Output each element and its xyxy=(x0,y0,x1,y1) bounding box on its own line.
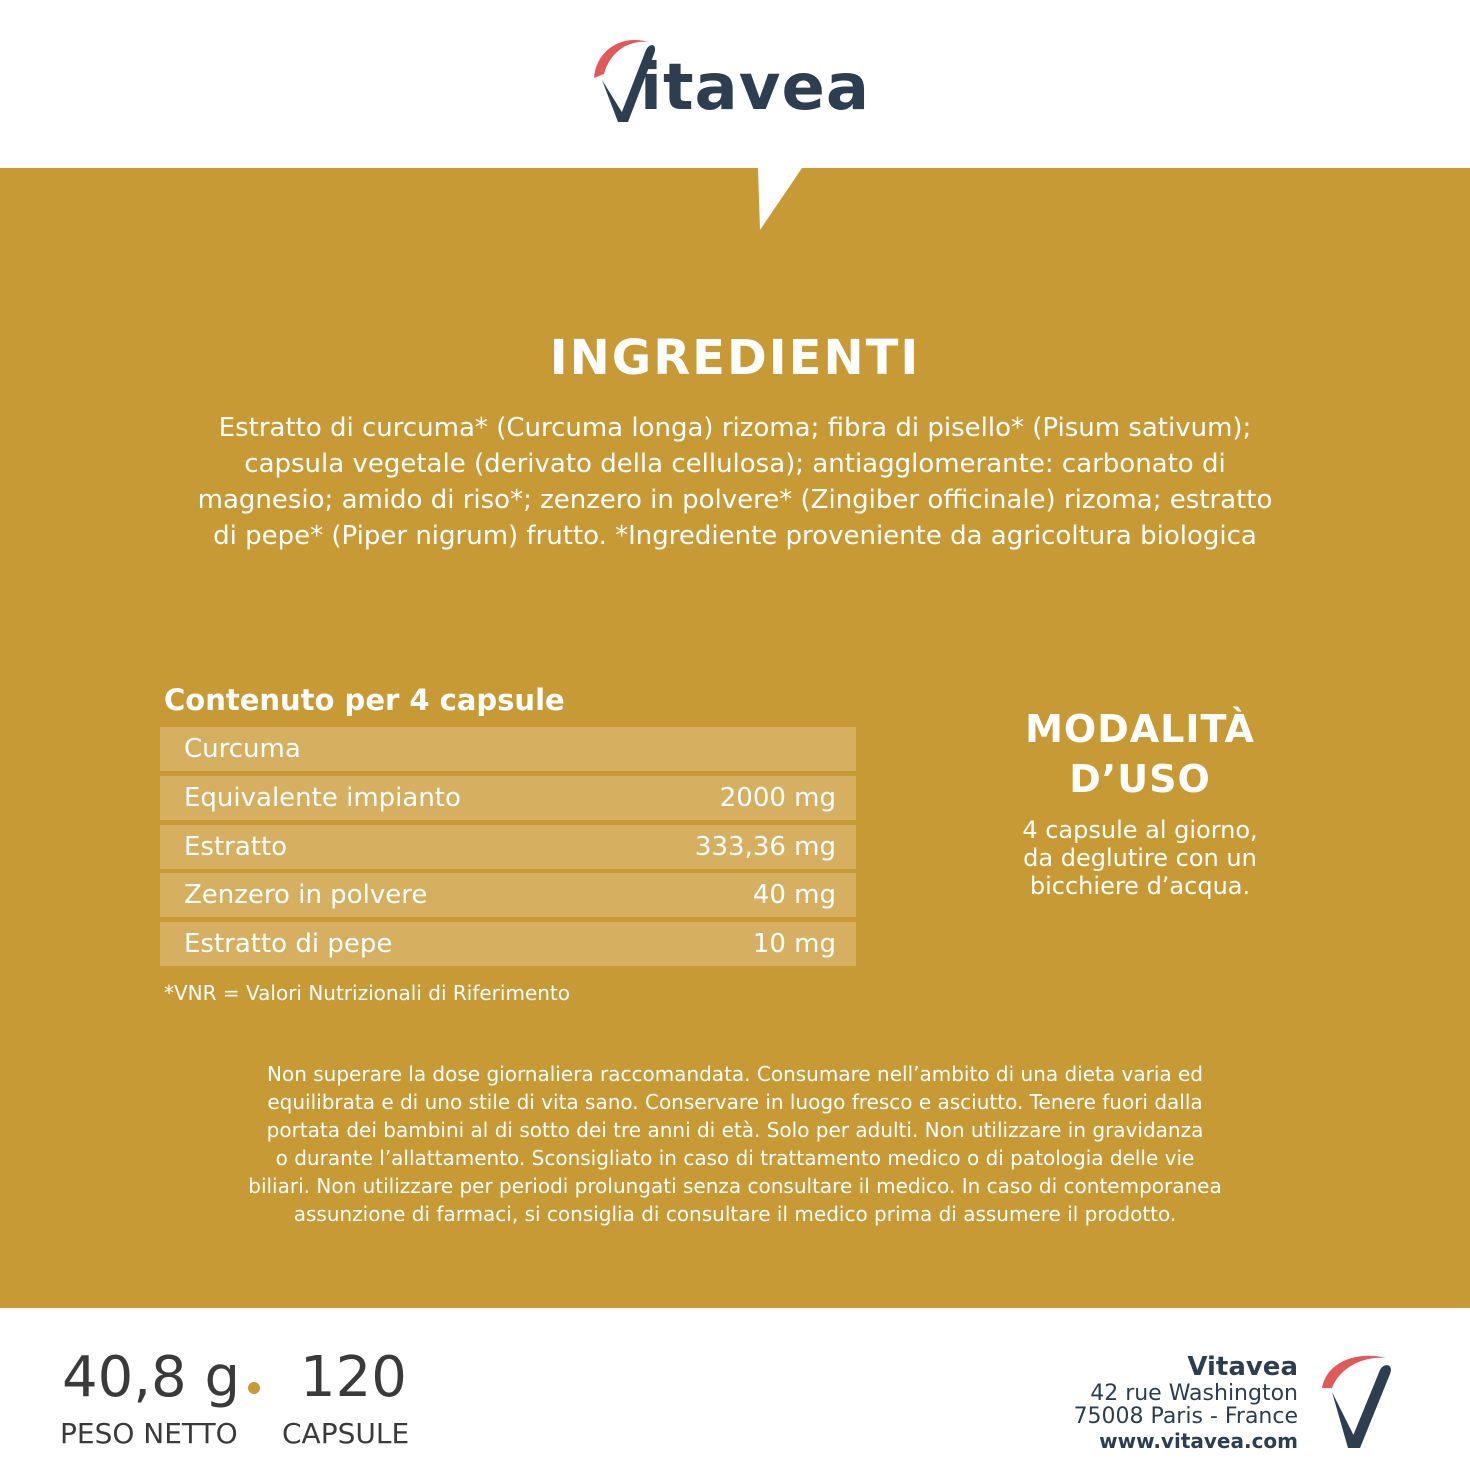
address-street: 42 rue Washington xyxy=(1090,1381,1298,1406)
nutrition-label: Equivalente impianto xyxy=(184,783,461,813)
company-name: Vitavea xyxy=(1187,1352,1298,1382)
ingredients-line: magnesio; amido di riso*; zenzero in polvere* (Zingiber officinale) rizoma; estratto xyxy=(197,485,1273,515)
nutrition-label: Estratto di pepe xyxy=(184,929,393,959)
warning-line: o durante l’allattamento. Sconsigliato in caso di trattamento medico o di patologia delle vie xyxy=(275,1146,1195,1170)
ingredients-text xyxy=(150,410,1320,554)
usage-line: da deglutire con un xyxy=(1023,844,1257,872)
vitavea-v-mark-icon xyxy=(1318,1348,1396,1452)
ingredients-line: capsula vegetale (derivato della cellulosa); antiagglomerante: carbonato di xyxy=(244,449,1226,479)
nutrition-title: Contenuto per 4 capsule xyxy=(164,683,565,717)
speech-notch xyxy=(758,168,802,230)
warning-text xyxy=(150,1060,1320,1228)
nutrition-row xyxy=(160,825,856,869)
nutrition-label: Curcuma xyxy=(184,734,301,764)
net-weight-label: PESO NETTO xyxy=(60,1417,238,1450)
address-city: 75008 Paris - France xyxy=(1073,1404,1298,1429)
company-address xyxy=(960,1352,1298,1454)
nutrition-row xyxy=(160,776,856,820)
usage-line: 4 capsule al giorno, xyxy=(1022,816,1258,844)
ingredients-line: Estratto di curcuma* (Curcuma longa) rizoma; fibra di pisello* (Pisum sativum); xyxy=(218,413,1252,443)
nutrition-row xyxy=(160,922,856,966)
nutrition-value: 40 mg xyxy=(752,880,836,910)
warning-line: equilibrata e di uno stile di vita sano. Conservare in luogo fresco e asciutto. Tenere fuori dalla xyxy=(267,1090,1203,1114)
separator-dot xyxy=(248,1382,260,1394)
usage-title xyxy=(990,704,1290,804)
nutrition-label: Zenzero in polvere xyxy=(184,880,428,910)
logo-wordmark: itavea xyxy=(640,51,871,125)
warning-line: biliari. Non utilizzare per periodi prolungati senza consultare il medico. In caso di contemporanea xyxy=(248,1174,1222,1198)
nutrition-row xyxy=(160,873,856,917)
vitavea-logo xyxy=(588,30,888,126)
vnr-footnote: *VNR = Valori Nutrizionali di Riferimento xyxy=(164,981,571,1005)
usage-title-line: D’USO xyxy=(1069,757,1211,801)
company-website: www.vitavea.com xyxy=(1099,1429,1298,1453)
warning-line: portata dei bambini al di sotto dei tre anni di età. Solo per adulti. Non utilizzare in gravidanza xyxy=(266,1118,1204,1142)
usage-title-line: MODALITÀ xyxy=(1025,707,1255,751)
nutrition-value: 333,36 mg xyxy=(694,832,836,862)
capsule-count-value: 120 xyxy=(300,1345,407,1410)
net-weight-value: 40,8 g xyxy=(62,1345,241,1410)
warning-line: Non superare la dose giornaliera raccomandata. Consumare nell’ambito di una dieta varia ed xyxy=(267,1062,1203,1086)
warning-line: assunzione di farmaci, si consiglia di consultare il medico prima di assumere il prodotto. xyxy=(293,1202,1177,1226)
nutrition-label: Estratto xyxy=(184,832,288,862)
nutrition-row xyxy=(160,727,856,771)
usage-line: bicchiere d’acqua. xyxy=(1029,872,1251,900)
capsule-count-label: CAPSULE xyxy=(282,1417,410,1450)
ingredients-line: di pepe* (Piper nigrum) frutto. *Ingrediente proveniente da agricoltura biologica xyxy=(213,521,1257,551)
usage-text xyxy=(990,816,1290,900)
nutrition-value: 2000 mg xyxy=(719,783,836,813)
header xyxy=(0,0,1470,168)
ingredients-title: INGREDIENTI xyxy=(549,330,921,386)
nutrition-value: 10 mg xyxy=(752,929,836,959)
